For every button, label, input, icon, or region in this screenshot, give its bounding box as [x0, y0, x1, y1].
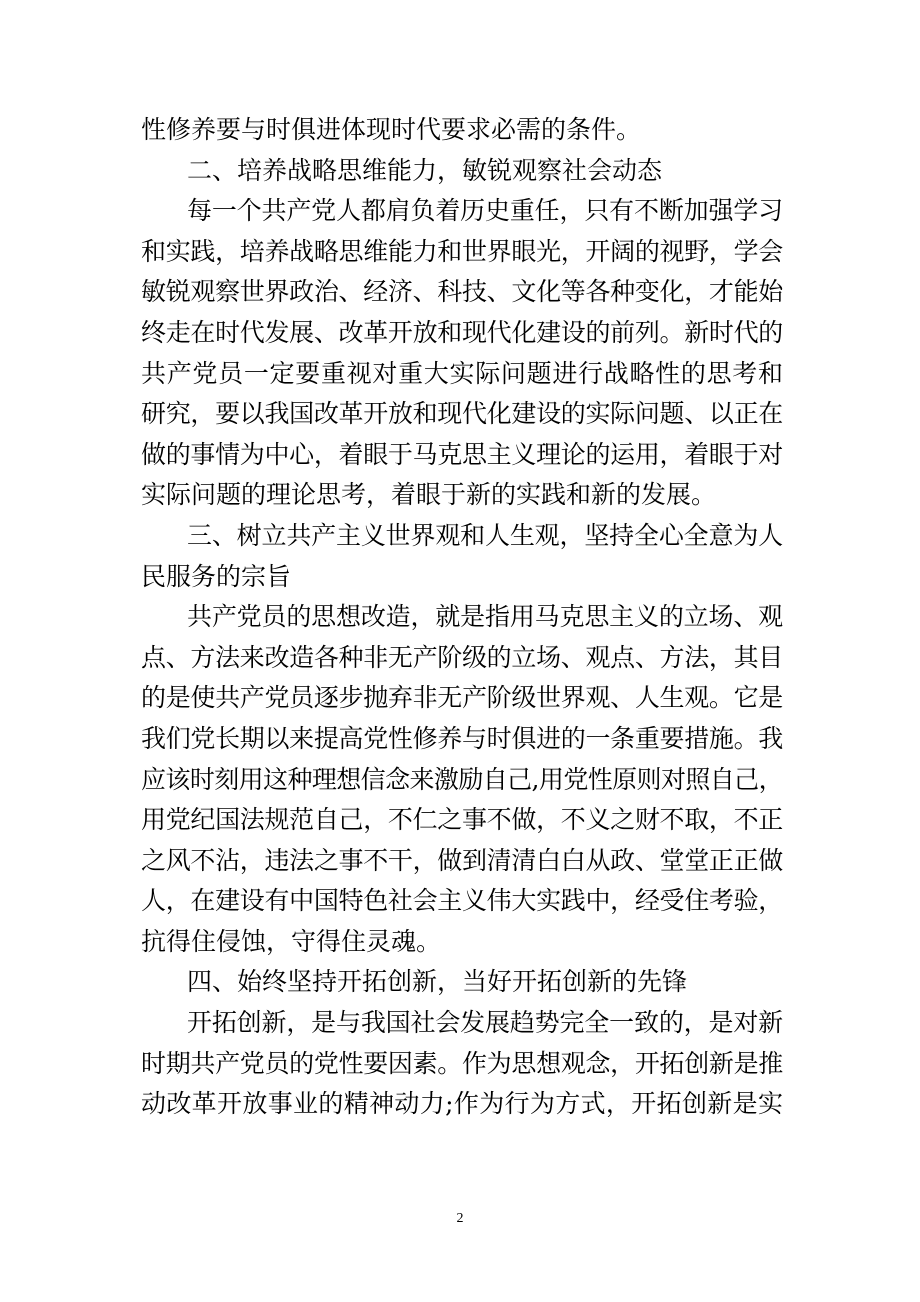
text-line: 共产党员的思想改造，就是指用马克思主义的立场、观	[187, 602, 783, 632]
text-line: 我们党长期以来提高党性修养与时俱进的一条重要措施。我	[141, 723, 783, 753]
text-line: 做的事情为中心，着眼于马克思主义理论的运用，着眼于对	[141, 439, 783, 469]
text-line: 敏锐观察世界政治、经济、科技、文化等各种变化，才能始	[141, 277, 783, 307]
section-heading: 三、树立共产主义世界观和人生观，坚持全心全意为人	[187, 520, 783, 550]
text-line: 人，在建设有中国特色社会主义伟大实践中，经受住考验，	[141, 886, 783, 916]
text-line: 时期共产党员的党性要因素。作为思想观念，开拓创新是推	[141, 1048, 783, 1078]
text-line: 点、方法来改造各种非无产阶级的立场、观点、方法，其目	[141, 642, 783, 672]
text-line: 之风不沾，违法之事不干，做到清清白白从政、堂堂正正做	[141, 845, 783, 875]
text-line: 开拓创新，是与我国社会发展趋势完全一致的，是对新	[187, 1008, 783, 1038]
text-line: 实际问题的理论思考，着眼于新的实践和新的发展。	[141, 480, 717, 510]
text-line: 抗得住侵蚀，守得住灵魂。	[141, 926, 442, 956]
text-line: 研究，要以我国改革开放和现代化建设的实际问题、以正在	[141, 399, 783, 429]
section-heading: 二、培养战略思维能力，敏锐观察社会动态	[187, 155, 663, 185]
page-number: 2	[456, 1211, 464, 1226]
text-line: 的是使共产党员逐步抛弃非无产阶级世界观、人生观。它是	[141, 683, 783, 713]
text-line: 性修养要与时俱进体现时代要求必需的条件。	[141, 115, 642, 144]
text-line: 每一个共产党人都肩负着历史重任，只有不断加强学习	[187, 196, 783, 226]
section-heading: 四、始终坚持开拓创新，当好开拓创新的先锋	[187, 967, 688, 997]
text-line: 终走在时代发展、改革开放和现代化建设的前列。新时代的	[141, 317, 783, 347]
document-body	[141, 110, 783, 1125]
section-heading-continued: 民服务的宗旨	[141, 561, 292, 591]
text-line: 和实践，培养战略思维能力和世界眼光，开阔的视野，学会	[141, 236, 783, 266]
text-line: 用党纪国法规范自己，不仁之事不做，不义之财不取，不正	[141, 805, 783, 835]
text-line: 共产党员一定要重视对重大实际问题进行战略性的思考和	[141, 358, 783, 388]
text-line: 应该时刻用这种理想信念来激励自己,用党性原则对照自己，	[141, 764, 783, 794]
text-line: 动改革开放事业的精神动力;作为行为方式，开拓创新是实	[141, 1089, 783, 1119]
